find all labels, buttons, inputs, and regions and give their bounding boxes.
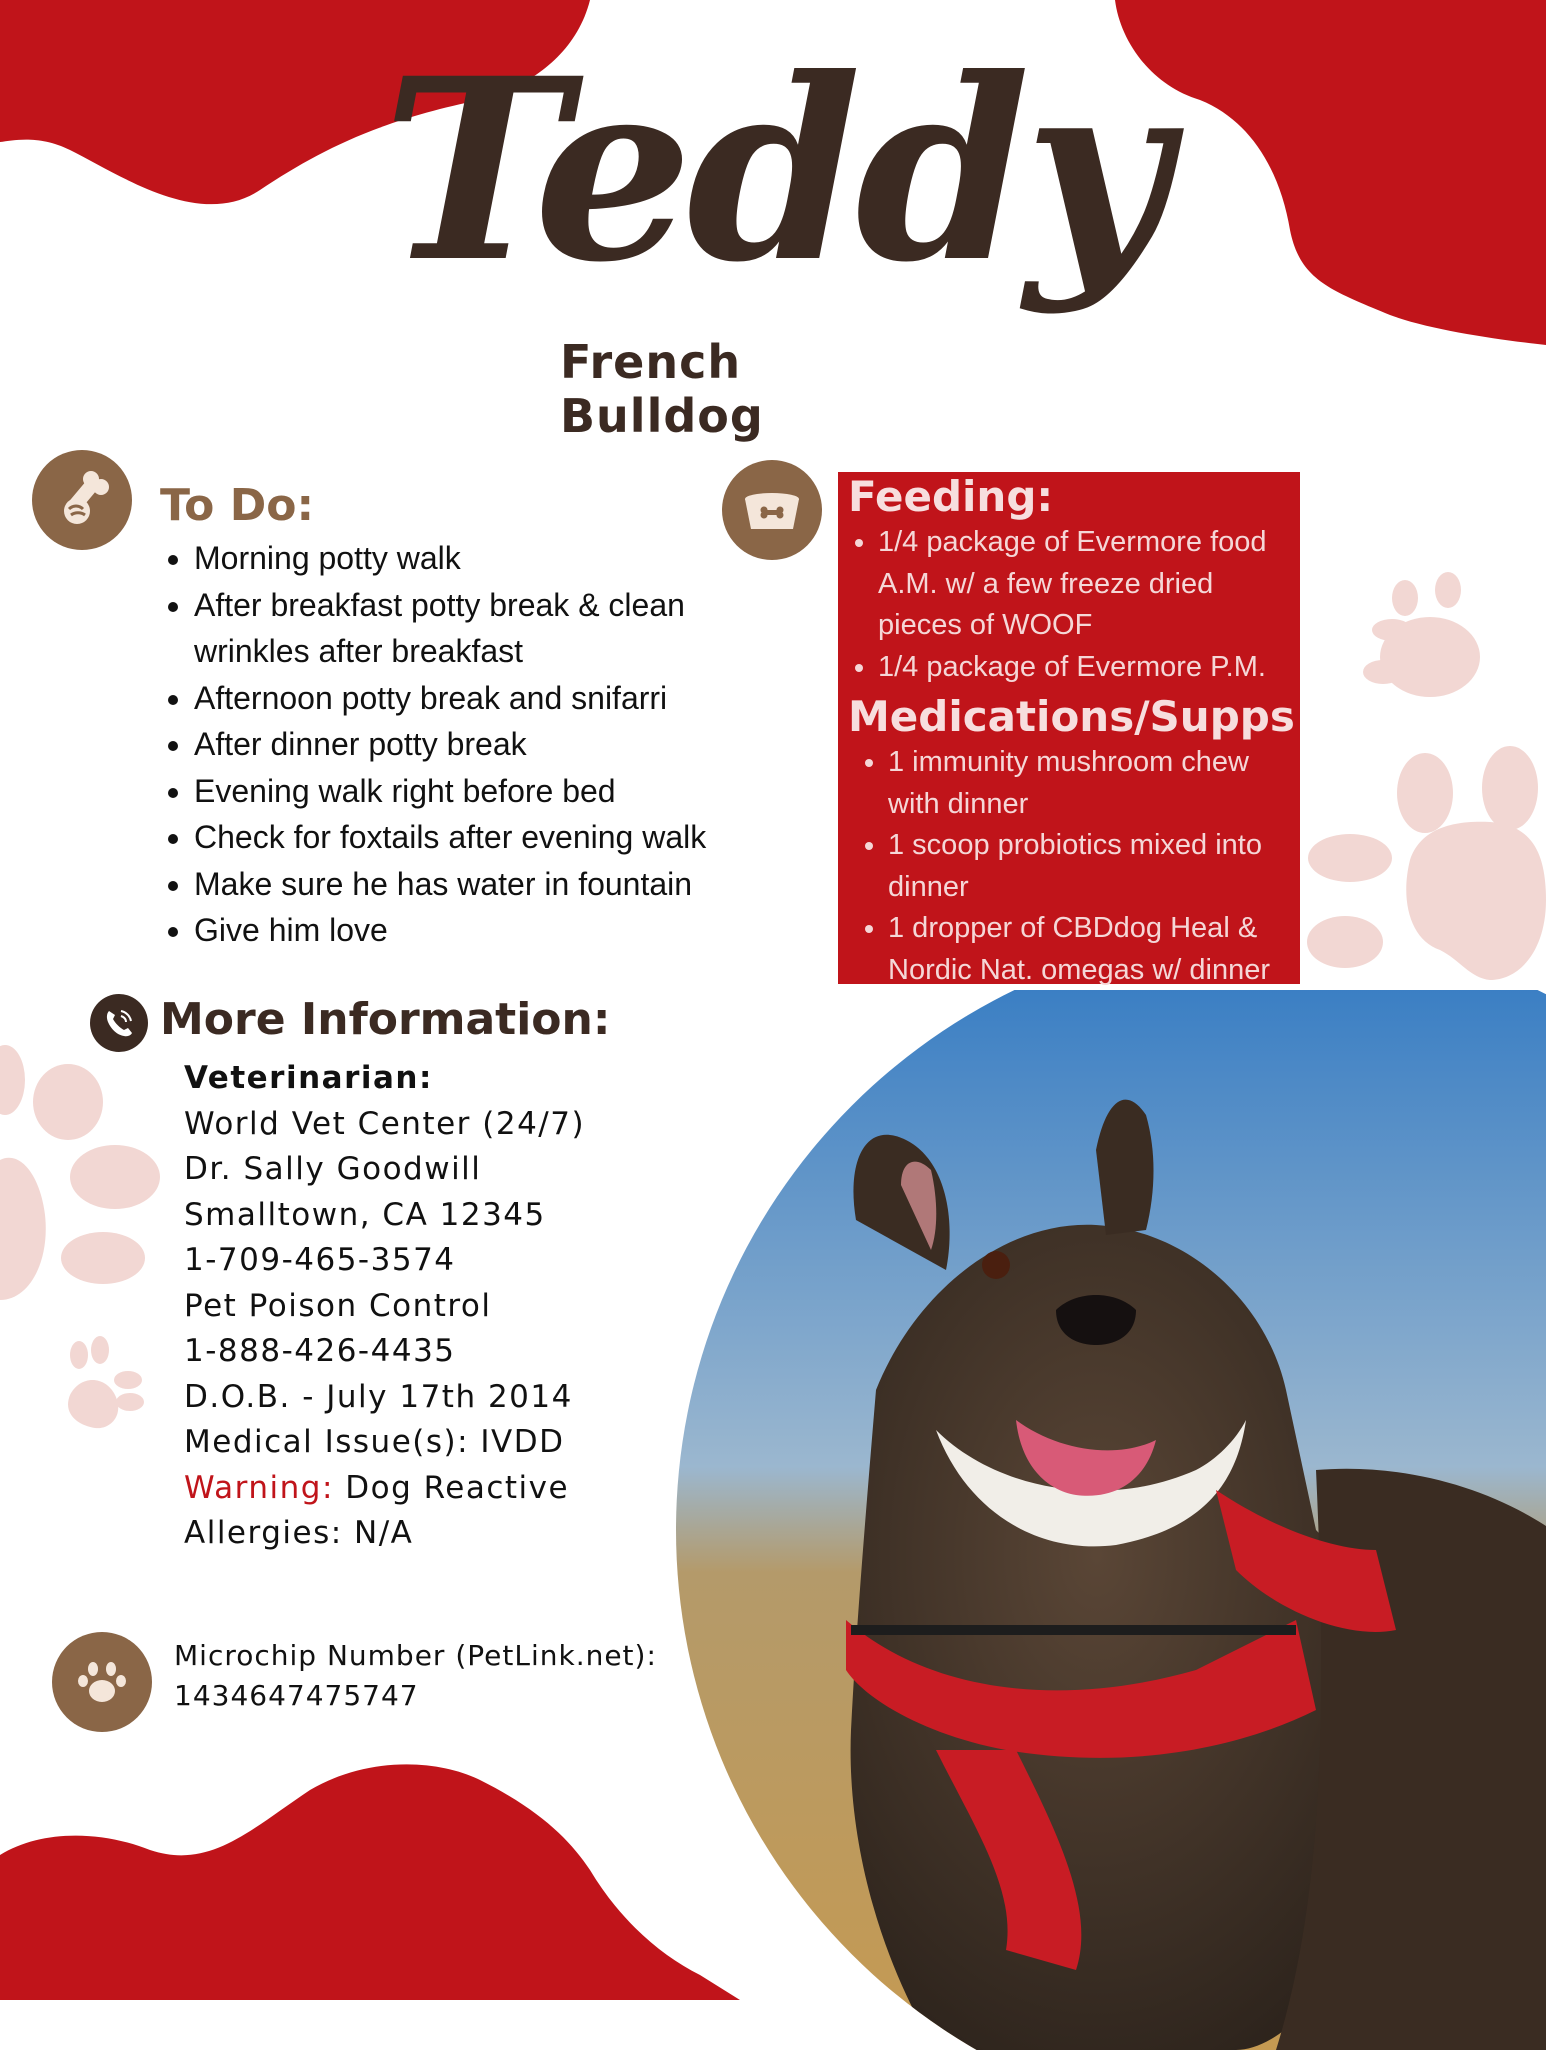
todo-heading: To Do: bbox=[160, 480, 315, 531]
list-item: • 1/4 package of Evermore food A.M. w/ a few freeze dried pieces of WOOF bbox=[878, 522, 1290, 647]
list-item: • Evening walk right before bed bbox=[194, 768, 774, 815]
vet-label: Veterinarian: bbox=[184, 1060, 433, 1096]
vet-name: World Vet Center (24/7) bbox=[184, 1105, 586, 1142]
dog-bowl-icon bbox=[722, 460, 822, 560]
list-item: • 1/4 package of Evermore P.M. bbox=[878, 647, 1290, 689]
poison-control-phone: 1-888-426-4435 bbox=[184, 1333, 456, 1369]
medications-list bbox=[848, 742, 1290, 991]
todo-list bbox=[150, 535, 774, 954]
list-item: • Morning potty walk bbox=[194, 535, 774, 582]
list-item: • 1 immunity mushroom chew with dinner bbox=[888, 742, 1290, 825]
list-item: • 1 dropper of CBDdog Heal & Nordic Nat. omegas w/ dinner bbox=[888, 908, 1290, 991]
microchip-label: Microchip Number (PetLink.net): bbox=[174, 1639, 657, 1672]
warning-value: Dog Reactive bbox=[345, 1469, 570, 1506]
bottom-left-red-blob bbox=[0, 1764, 740, 2000]
medications-heading: Medications/Supps bbox=[848, 692, 1295, 741]
paw-print-left-large bbox=[0, 1045, 160, 1300]
breed-subtitle: French Bulldog bbox=[560, 335, 764, 443]
list-item: • After breakfast potty break & clean wrinkles after breakfast bbox=[194, 582, 774, 675]
paw-print-left-small bbox=[68, 1336, 144, 1428]
vet-address: Smalltown, CA 12345 bbox=[184, 1196, 546, 1233]
list-item: • Make sure he has water in fountain bbox=[194, 861, 774, 908]
list-item: • Check for foxtails after evening walk bbox=[194, 814, 774, 861]
more-info-details bbox=[184, 1056, 704, 1557]
pet-name-title: Teddy bbox=[382, 23, 1164, 317]
feeding-heading: Feeding: bbox=[848, 472, 1054, 521]
paw-print-right-large bbox=[1307, 746, 1546, 980]
medical-issues: Medical Issue(s): IVDD bbox=[184, 1424, 565, 1460]
feeding-medications-panel bbox=[838, 472, 1300, 984]
microchip-info bbox=[174, 1636, 694, 1716]
date-of-birth: D.O.B. - July 17th 2014 bbox=[184, 1378, 573, 1415]
more-info-heading: More Information: bbox=[160, 994, 611, 1045]
list-item: • Give him love bbox=[194, 907, 774, 954]
warning-label: Warning: bbox=[184, 1469, 334, 1506]
phone-icon bbox=[90, 994, 148, 1052]
bone-ball-icon bbox=[32, 450, 132, 550]
paw-print-right-small bbox=[1363, 572, 1480, 697]
vet-phone: 1-709-465-3574 bbox=[184, 1242, 456, 1278]
list-item: • Afternoon potty break and snifarri bbox=[194, 675, 774, 722]
paw-icon bbox=[52, 1632, 152, 1732]
feeding-list bbox=[848, 522, 1290, 688]
warning-line bbox=[184, 1466, 704, 1512]
list-item: • After dinner potty break bbox=[194, 721, 774, 768]
dog-photo bbox=[676, 990, 1546, 2050]
allergies: Allergies: N/A bbox=[184, 1515, 414, 1551]
doctor-name: Dr. Sally Goodwill bbox=[184, 1151, 482, 1187]
poison-control-label: Pet Poison Control bbox=[184, 1287, 492, 1324]
list-item: • 1 scoop probiotics mixed into dinner bbox=[888, 825, 1290, 908]
microchip-number: 1434647475747 bbox=[174, 1679, 419, 1712]
